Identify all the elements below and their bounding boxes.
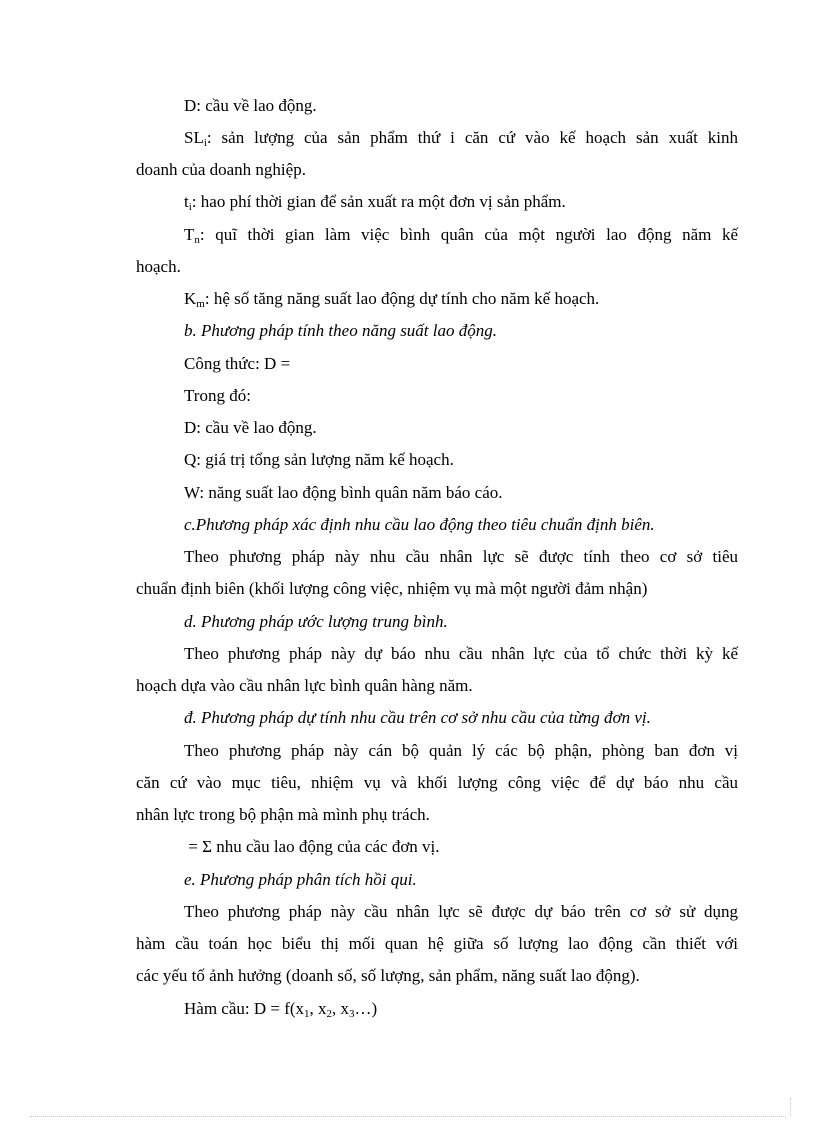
- text-line: doanh của doanh nghiệp.: [136, 160, 306, 179]
- text-line: nhân lực trong bộ phận mà mình phụ trách.: [136, 805, 430, 824]
- section-heading: b. Phương pháp tính theo năng suất lao động.: [184, 321, 498, 340]
- page-bottom-border: [30, 1116, 786, 1117]
- section-heading: d. Phương pháp ước lượng trung bình.: [184, 612, 448, 631]
- formula-line: = Σ nhu cầu lao động của các đơn vị.: [184, 837, 440, 856]
- text-line: Theo phương pháp này cán bộ quản lý các bộ phận, phòng ban đơn vị: [184, 741, 738, 760]
- text-line: Theo phương pháp này nhu cầu nhân lực sẽ được tính theo cơ sở tiêu: [184, 547, 738, 566]
- page-corner-border: [790, 1098, 791, 1116]
- text-line: các yếu tố ảnh hưởng (doanh số, số lượng, sản phẩm, năng suất lao động).: [136, 966, 640, 985]
- section-heading: đ. Phương pháp dự tính nhu cầu trên cơ sở nhu cầu của từng đơn vị.: [184, 708, 651, 727]
- text-line: $T_n$: quĩ thời gian làm việc bình quân của một người lao động năm kế: [184, 225, 738, 246]
- text-line: $t_i$: hao phí thời gian để sản xuất ra một đơn vị sản phẩm.: [184, 192, 566, 213]
- text-line: D: cầu về lao động.: [184, 96, 317, 115]
- text-line: D: cầu về lao động.: [184, 418, 317, 437]
- text-line: căn cứ vào mục tiêu, nhiệm vụ và khối lượng công việc để dự báo nhu cầu: [136, 773, 738, 792]
- text-line: W: năng suất lao động bình quân năm báo cáo.: [184, 483, 503, 502]
- text-line: Q: giá trị tổng sản lượng năm kế hoạch.: [184, 450, 454, 469]
- formula-line: Công thức: D =: [184, 354, 291, 373]
- text-line: $SL_i$: sản lượng của sản phẩm thứ i căn cứ vào kế hoạch sản xuất kinh: [184, 128, 738, 149]
- section-heading: c.Phương pháp xác định nhu cầu lao động theo tiêu chuẩn định biên.: [184, 515, 655, 534]
- text-line: Trong đó:: [184, 386, 251, 405]
- text-line: hoạch.: [136, 257, 181, 276]
- text-line: $K_m$: hệ số tăng năng suất lao động dự tính cho năm kế hoạch.: [184, 289, 600, 310]
- formula-line: Hàm cầu: $D = f(x_1$, $x_2$, $x_3\dots$): [184, 999, 378, 1020]
- text-line: Theo phương pháp này cầu nhân lực sẽ được dự báo trên cơ sở sử dụng: [184, 902, 738, 921]
- text-line: hàm cầu toán học biểu thị mối quan hệ giữa số lượng lao động cần thiết với: [136, 934, 738, 953]
- text-line: chuẩn định biên (khối lượng công việc, nhiệm vụ mà một người đảm nhận): [136, 579, 648, 598]
- text-line: Theo phương pháp này dự báo nhu cầu nhân lực của tổ chức thời kỳ kế: [184, 644, 738, 663]
- section-heading: e. Phương pháp phân tích hồi qui.: [184, 870, 417, 889]
- text-line: hoạch dựa vào cầu nhân lực bình quân hàng năm.: [136, 676, 473, 695]
